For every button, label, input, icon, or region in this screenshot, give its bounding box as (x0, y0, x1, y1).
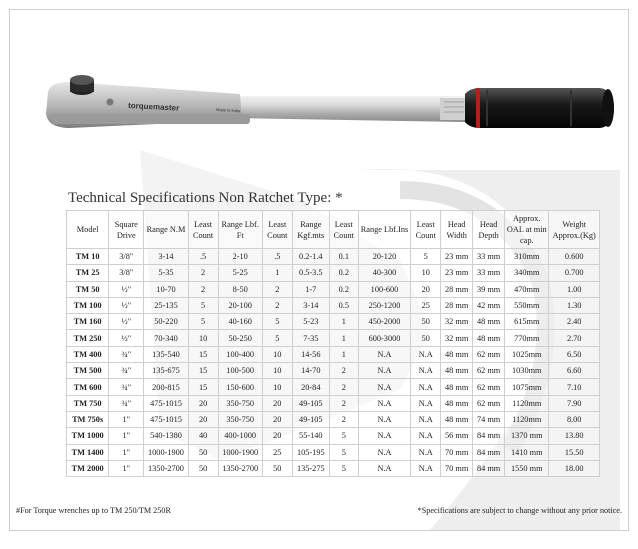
cell-range-kgf-mts: 49-105 (292, 395, 329, 411)
specifications-table (66, 210, 600, 477)
spec-sheet-page (9, 9, 629, 531)
cell-head-depth: 84 mm (473, 460, 505, 476)
cell-range-nm: 475-1015 (144, 411, 188, 427)
cell-range-lbf-ft: 150-600 (218, 379, 262, 395)
cell-range-kgf-mts: 49-105 (292, 411, 329, 427)
cell-head-width: 70 mm (441, 460, 473, 476)
header-weight: Weight Approx.(Kg) (549, 211, 600, 249)
cell-least-count-nm: 15 (188, 346, 218, 362)
cell-square-drive: 3/8" (109, 265, 144, 281)
brand-engraving: torquemaster (127, 101, 180, 113)
cell-range-lbf-ins: N.A (358, 379, 411, 395)
cell-range-kgf-mts: 14-56 (292, 346, 329, 362)
cell-head-depth: 84 mm (473, 428, 505, 444)
cell-least-count-nm: 2 (188, 265, 218, 281)
header-range-lbf-ins: Range Lbf.Ins (358, 211, 411, 249)
cell-range-nm: 540-1380 (144, 428, 188, 444)
cell-least-count-lbf-ins: N.A (411, 346, 441, 362)
cell-range-kgf-mts: 3-14 (292, 297, 329, 313)
cell-range-lbf-ft: 8-50 (218, 281, 262, 297)
cell-least-count-kgf: 0.1 (329, 249, 358, 265)
cell-range-lbf-ins: N.A (358, 346, 411, 362)
page-title: Technical Specifications Non Ratchet Type: * (68, 190, 343, 206)
cell-model: TM 1400 (67, 444, 109, 460)
cell-least-count-nm: 40 (188, 428, 218, 444)
cell-least-count-nm: 10 (188, 330, 218, 346)
cell-range-nm: 475-1015 (144, 395, 188, 411)
cell-range-lbf-ins: 600-3000 (358, 330, 411, 346)
cell-weight: 0.700 (549, 265, 600, 281)
header-oal: Approx. OAL at min cap. (505, 211, 549, 249)
cell-least-count-lbf-ft: 10 (262, 363, 292, 379)
cell-least-count-kgf: 2 (329, 411, 358, 427)
cell-oal: 1550 mm (505, 460, 549, 476)
header-least-count-nm: Least Count (188, 211, 218, 249)
cell-range-kgf-mts: 5-23 (292, 314, 329, 330)
cell-head-depth: 42 mm (473, 297, 505, 313)
table-row (67, 428, 600, 444)
table-row (67, 379, 600, 395)
cell-oal: 470mm (505, 281, 549, 297)
cell-weight: 2.70 (549, 330, 600, 346)
cell-least-count-lbf-ft: .5 (262, 249, 292, 265)
cell-range-lbf-ft: 5-25 (218, 265, 262, 281)
cell-range-lbf-ins: N.A (358, 411, 411, 427)
cell-least-count-lbf-ins: 50 (411, 330, 441, 346)
cell-range-lbf-ins: 450-2000 (358, 314, 411, 330)
cell-model: TM 50 (67, 281, 109, 297)
cell-least-count-lbf-ft: 5 (262, 314, 292, 330)
cell-model: TM 750s (67, 411, 109, 427)
cell-range-lbf-ins: N.A (358, 444, 411, 460)
cell-least-count-lbf-ft: 25 (262, 444, 292, 460)
cell-head-width: 48 mm (441, 379, 473, 395)
cell-model: TM 1000 (67, 428, 109, 444)
cell-least-count-kgf: 0.2 (329, 265, 358, 281)
cell-oal: 340mm (505, 265, 549, 281)
cell-weight: 18.00 (549, 460, 600, 476)
table-row (67, 314, 600, 330)
cell-weight: 1.30 (549, 297, 600, 313)
cell-range-lbf-ft: 2-10 (218, 249, 262, 265)
cell-oal: 310mm (505, 249, 549, 265)
cell-square-drive: 1" (109, 444, 144, 460)
cell-head-depth: 39 mm (473, 281, 505, 297)
cell-head-width: 23 mm (441, 249, 473, 265)
cell-range-kgf-mts: 105-195 (292, 444, 329, 460)
cell-range-lbf-ins: 40-300 (358, 265, 411, 281)
cell-square-drive: ½" (109, 297, 144, 313)
cell-oal: 1025mm (505, 346, 549, 362)
table-header-row (67, 211, 600, 249)
cell-least-count-lbf-ft: 20 (262, 395, 292, 411)
cell-head-width: 70 mm (441, 444, 473, 460)
cell-least-count-lbf-ins: N.A (411, 379, 441, 395)
cell-head-width: 28 mm (441, 281, 473, 297)
cell-least-count-lbf-ins: 10 (411, 265, 441, 281)
cell-model: TM 250 (67, 330, 109, 346)
cell-square-drive: 3/8" (109, 249, 144, 265)
cell-model: TM 500 (67, 363, 109, 379)
cell-head-width: 28 mm (441, 297, 473, 313)
cell-head-depth: 48 mm (473, 330, 505, 346)
cell-model: TM 600 (67, 379, 109, 395)
cell-least-count-nm: 20 (188, 411, 218, 427)
cell-head-depth: 33 mm (473, 265, 505, 281)
cell-least-count-kgf: 5 (329, 444, 358, 460)
cell-least-count-kgf: 0.5 (329, 297, 358, 313)
cell-range-lbf-ft: 350-750 (218, 395, 262, 411)
cell-range-lbf-ft: 100-500 (218, 363, 262, 379)
cell-least-count-lbf-ins: 5 (411, 249, 441, 265)
table-row (67, 411, 600, 427)
made-in-engraving: Made in India (215, 107, 241, 114)
cell-head-depth: 62 mm (473, 379, 505, 395)
cell-head-width: 48 mm (441, 346, 473, 362)
cell-square-drive: ½" (109, 314, 144, 330)
cell-model: TM 25 (67, 265, 109, 281)
cell-range-nm: 135-675 (144, 363, 188, 379)
table-row (67, 346, 600, 362)
cell-square-drive: ¾" (109, 395, 144, 411)
header-model: Model (67, 211, 109, 249)
cell-range-kgf-mts: 135-275 (292, 460, 329, 476)
cell-weight: 8.00 (549, 411, 600, 427)
cell-range-nm: 25-135 (144, 297, 188, 313)
cell-square-drive: ½" (109, 281, 144, 297)
cell-least-count-nm: 50 (188, 444, 218, 460)
cell-square-drive: 1" (109, 411, 144, 427)
cell-weight: 6.60 (549, 363, 600, 379)
header-range-lbf-ft: Range Lbf. Ft (218, 211, 262, 249)
cell-least-count-lbf-ft: 1 (262, 265, 292, 281)
cell-least-count-lbf-ft: 10 (262, 379, 292, 395)
cell-range-nm: 10-70 (144, 281, 188, 297)
cell-range-kgf-mts: 20-84 (292, 379, 329, 395)
header-range-nm: Range N.M (144, 211, 188, 249)
cell-head-depth: 84 mm (473, 444, 505, 460)
cell-least-count-lbf-ft: 2 (262, 297, 292, 313)
cell-oal: 1030mm (505, 363, 549, 379)
cell-range-nm: 3-14 (144, 249, 188, 265)
cell-range-lbf-ins: 20-120 (358, 249, 411, 265)
cell-range-lbf-ins: N.A (358, 395, 411, 411)
specifications-table-body (67, 249, 600, 477)
cell-oal: 1075mm (505, 379, 549, 395)
cell-oal: 770mm (505, 330, 549, 346)
cell-least-count-lbf-ins: 25 (411, 297, 441, 313)
cell-head-width: 56 mm (441, 428, 473, 444)
header-least-count-lbf-ft: Least Count (262, 211, 292, 249)
cell-head-depth: 48 mm (473, 314, 505, 330)
cell-least-count-kgf: 1 (329, 346, 358, 362)
table-row (67, 444, 600, 460)
cell-range-lbf-ft: 350-750 (218, 411, 262, 427)
cell-head-depth: 62 mm (473, 346, 505, 362)
cell-range-kgf-mts: 1-7 (292, 281, 329, 297)
cell-range-lbf-ft: 400-1000 (218, 428, 262, 444)
cell-range-lbf-ft: 100-400 (218, 346, 262, 362)
cell-least-count-lbf-ins: N.A (411, 363, 441, 379)
cell-range-nm: 1350-2700 (144, 460, 188, 476)
cell-least-count-kgf: 1 (329, 314, 358, 330)
cell-least-count-lbf-ins: N.A (411, 460, 441, 476)
cell-range-lbf-ins: 100-600 (358, 281, 411, 297)
cell-least-count-nm: 50 (188, 460, 218, 476)
cell-square-drive: ¾" (109, 363, 144, 379)
cell-least-count-nm: 5 (188, 297, 218, 313)
cell-range-kgf-mts: 0.2-1.4 (292, 249, 329, 265)
cell-range-nm: 1000-1900 (144, 444, 188, 460)
cell-weight: 0.600 (549, 249, 600, 265)
cell-weight: 7.90 (549, 395, 600, 411)
footnote-left: #For Torque wrenches up to TM 250/TM 250R (16, 506, 171, 515)
cell-model: TM 10 (67, 249, 109, 265)
cell-least-count-nm: 15 (188, 363, 218, 379)
cell-least-count-kgf: 1 (329, 330, 358, 346)
cell-least-count-kgf: 2 (329, 379, 358, 395)
cell-range-lbf-ins: N.A (358, 363, 411, 379)
header-range-kgf-mts: Range Kgf.mts (292, 211, 329, 249)
cell-range-lbf-ins: N.A (358, 428, 411, 444)
cell-square-drive: ½" (109, 330, 144, 346)
cell-least-count-lbf-ft: 10 (262, 346, 292, 362)
cell-range-nm: 70-340 (144, 330, 188, 346)
table-row (67, 363, 600, 379)
cell-least-count-nm: 20 (188, 395, 218, 411)
header-head-depth: Head Depth (473, 211, 505, 249)
cell-least-count-lbf-ins: N.A (411, 395, 441, 411)
cell-oal: 1120mm (505, 395, 549, 411)
table-row (67, 265, 600, 281)
cell-head-width: 32 mm (441, 330, 473, 346)
table-row (67, 249, 600, 265)
cell-range-lbf-ft: 1350-2700 (218, 460, 262, 476)
cell-oal: 550mm (505, 297, 549, 313)
table-row (67, 460, 600, 476)
cell-weight: 15.50 (549, 444, 600, 460)
cell-range-kgf-mts: 55-140 (292, 428, 329, 444)
cell-weight: 13.80 (549, 428, 600, 444)
cell-head-width: 48 mm (441, 411, 473, 427)
cell-model: TM 750 (67, 395, 109, 411)
cell-least-count-lbf-ft: 5 (262, 330, 292, 346)
cell-head-depth: 62 mm (473, 395, 505, 411)
torque-wrench-image (10, 10, 629, 170)
cell-range-kgf-mts: 14-70 (292, 363, 329, 379)
cell-square-drive: 1" (109, 460, 144, 476)
cell-least-count-kgf: 2 (329, 395, 358, 411)
cell-head-width: 32 mm (441, 314, 473, 330)
cell-least-count-lbf-ins: N.A (411, 428, 441, 444)
cell-weight: 1.00 (549, 281, 600, 297)
cell-square-drive: ¾" (109, 379, 144, 395)
header-least-count-lbf-ins: Least Count (411, 211, 441, 249)
cell-least-count-lbf-ins: 20 (411, 281, 441, 297)
cell-least-count-lbf-ins: N.A (411, 411, 441, 427)
table-row (67, 395, 600, 411)
cell-head-width: 48 mm (441, 395, 473, 411)
cell-least-count-lbf-ft: 50 (262, 460, 292, 476)
cell-range-lbf-ft: 1000-1900 (218, 444, 262, 460)
cell-head-depth: 33 mm (473, 249, 505, 265)
cell-range-lbf-ft: 40-160 (218, 314, 262, 330)
cell-square-drive: 1" (109, 428, 144, 444)
table-row (67, 297, 600, 313)
cell-range-lbf-ins: N.A (358, 460, 411, 476)
cell-range-kgf-mts: 7-35 (292, 330, 329, 346)
cell-oal: 1410 mm (505, 444, 549, 460)
cell-least-count-lbf-ft: 20 (262, 411, 292, 427)
cell-least-count-kgf: 5 (329, 460, 358, 476)
cell-least-count-nm: 15 (188, 379, 218, 395)
cell-range-kgf-mts: 0.5-3.5 (292, 265, 329, 281)
cell-model: TM 100 (67, 297, 109, 313)
table-row (67, 281, 600, 297)
cell-least-count-lbf-ins: 50 (411, 314, 441, 330)
cell-head-width: 23 mm (441, 265, 473, 281)
table-row (67, 330, 600, 346)
cell-range-lbf-ins: 250-1200 (358, 297, 411, 313)
cell-least-count-lbf-ft: 20 (262, 428, 292, 444)
cell-model: TM 160 (67, 314, 109, 330)
cell-model: TM 2000 (67, 460, 109, 476)
cell-head-width: 48 mm (441, 363, 473, 379)
cell-range-nm: 135-540 (144, 346, 188, 362)
cell-least-count-nm: 5 (188, 314, 218, 330)
cell-least-count-kgf: 0.2 (329, 281, 358, 297)
cell-oal: 1370 mm (505, 428, 549, 444)
cell-least-count-nm: 2 (188, 281, 218, 297)
header-least-count-kgf: Least Count (329, 211, 358, 249)
cell-weight: 7.10 (549, 379, 600, 395)
cell-weight: 6.50 (549, 346, 600, 362)
cell-weight: 2.40 (549, 314, 600, 330)
footnote-right: *Specifications are subject to change without any prior notice. (417, 506, 622, 515)
cell-oal: 615mm (505, 314, 549, 330)
cell-least-count-kgf: 5 (329, 428, 358, 444)
cell-range-nm: 50-220 (144, 314, 188, 330)
cell-head-depth: 62 mm (473, 363, 505, 379)
cell-least-count-nm: .5 (188, 249, 218, 265)
cell-range-nm: 200-815 (144, 379, 188, 395)
cell-oal: 1120mm (505, 411, 549, 427)
cell-range-nm: 5-35 (144, 265, 188, 281)
header-head-width: Head Width (441, 211, 473, 249)
cell-range-lbf-ft: 20-100 (218, 297, 262, 313)
cell-least-count-lbf-ins: N.A (411, 444, 441, 460)
cell-model: TM 400 (67, 346, 109, 362)
header-square-drive: Square Drive (109, 211, 144, 249)
cell-square-drive: ¾" (109, 346, 144, 362)
cell-range-lbf-ft: 50-250 (218, 330, 262, 346)
cell-least-count-kgf: 2 (329, 363, 358, 379)
cell-head-depth: 74 mm (473, 411, 505, 427)
cell-least-count-lbf-ft: 2 (262, 281, 292, 297)
